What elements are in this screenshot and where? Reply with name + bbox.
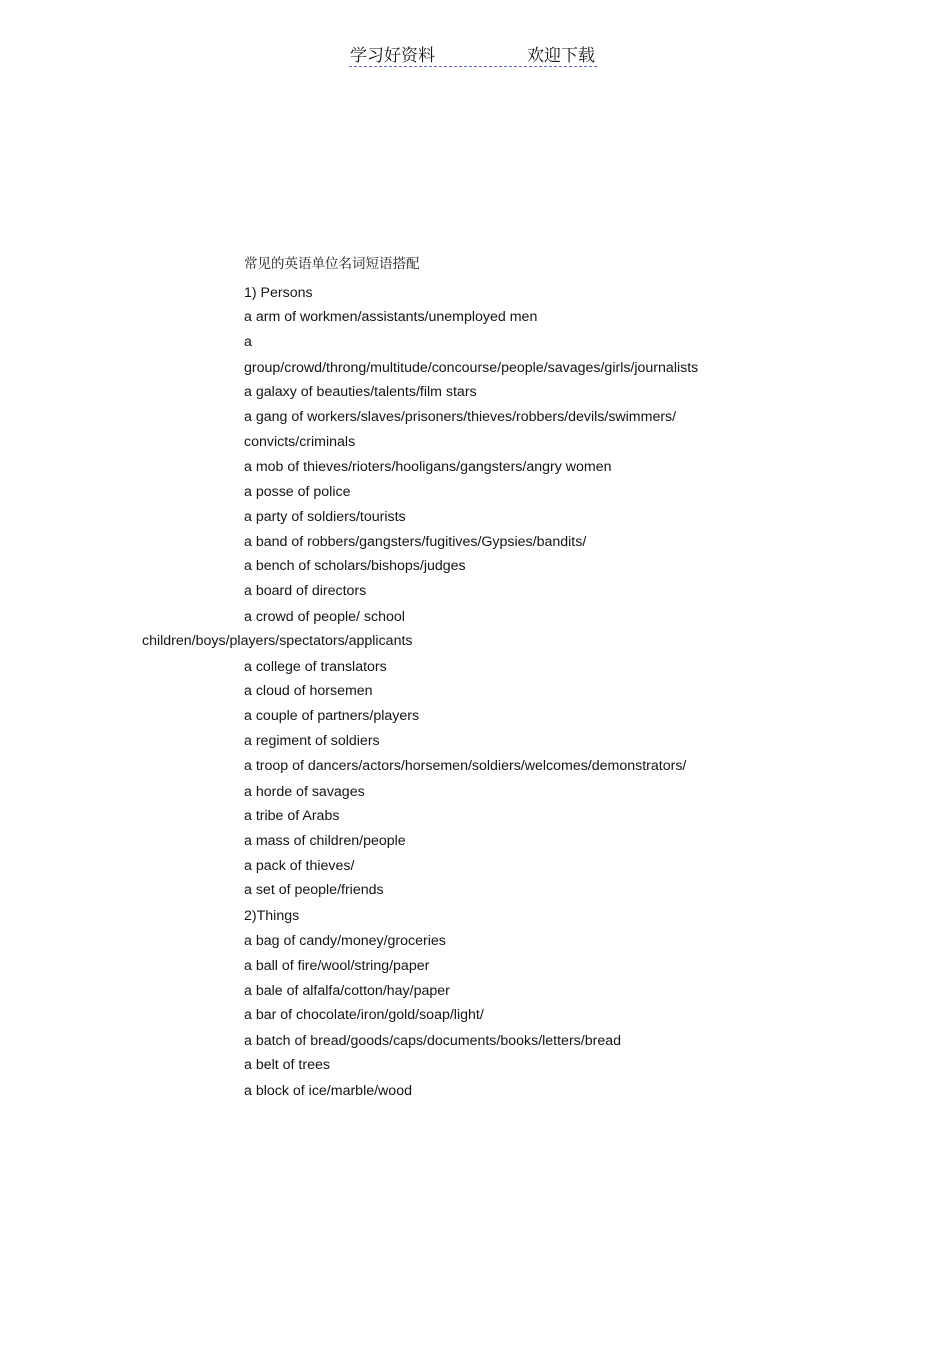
text-line: a bar of chocolate/iron/gold/soap/light/ [244,1007,484,1023]
text-line: a batch of bread/goods/caps/documents/books/letters/bread [244,1033,621,1049]
text-line: a couple of partners/players [244,708,420,724]
text-line: a regiment of soldiers [244,733,380,749]
text-line: group/crowd/throng/multitude/concourse/people/savages/girls/journalists [244,360,699,376]
text-line: a horde of savages [244,784,365,800]
text-line: a bag of candy/money/groceries [244,933,446,949]
text-line: a band of robbers/gangsters/fugitives/Gypsies/bandits/ [244,534,587,550]
text-line: a mob of thieves/rioters/hooligans/gangsters/angry women [244,459,612,475]
text-line: a pack of thieves/ [244,858,355,874]
section-heading: 2)Things [244,908,300,924]
text-line: a college of translators [244,659,387,675]
text-line: a arm of workmen/assistants/unemployed men [244,309,538,325]
text-line: a troop of dancers/actors/horsemen/soldiers/welcomes/demonstrators/ [244,758,687,774]
text-line: a belt of trees [244,1057,330,1073]
header-right-text: 欢迎下载 [527,46,595,66]
text-line: a set of people/friends [244,882,384,898]
text-line: a galaxy of beauties/talents/film stars [244,384,477,400]
page-header [349,40,597,67]
text-line: a gang of workers/slaves/prisoners/thieves/robbers/devils/swimmers/ [244,409,677,425]
text-line: a bench of scholars/bishops/judges [244,558,466,574]
text-line: a mass of children/people [244,833,406,849]
text-line: convicts/criminals [244,434,356,450]
text-line: children/boys/players/spectators/applicants [142,633,413,649]
text-line: 1) Persons [244,285,313,301]
text-line: a board of directors [244,583,367,599]
document-title: 常见的英语单位名词短语搭配 [244,256,420,272]
text-line: a [244,334,252,350]
text-line: a crowd of people/ school [244,609,405,625]
text-line: a tribe of Arabs [244,808,340,824]
text-line: a cloud of horsemen [244,683,373,699]
text-line: a bale of alfalfa/cotton/hay/paper [244,983,450,999]
text-line: a block of ice/marble/wood [244,1083,412,1099]
text-line: a party of soldiers/tourists [244,509,406,525]
text-line: a ball of fire/wool/string/paper [244,958,430,974]
header-left-text: 学习好资料 [350,46,435,66]
text-line: a posse of police [244,484,351,500]
